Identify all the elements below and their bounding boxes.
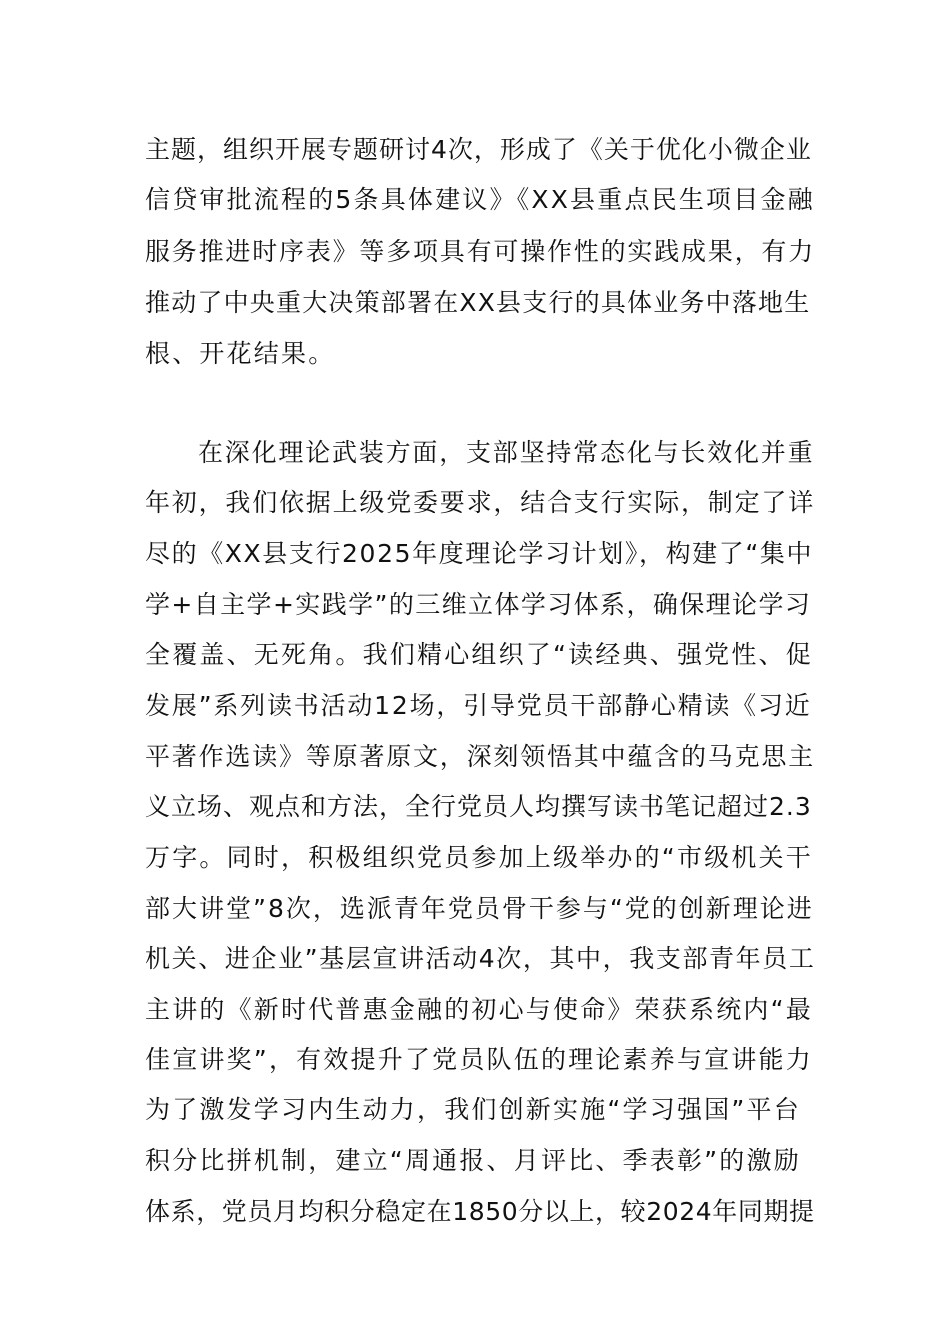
text-line: 尽的《XX县支行2025年度理论学习计划》，构建了“集中: [145, 539, 814, 568]
text-line: 佳宣讲奖”，有效提升了党员队伍的理论素养与宣讲能力: [145, 1045, 813, 1074]
text-line: 为了激发学习内生动力，我们创新实施“学习强国”平台: [145, 1095, 801, 1124]
text-line: 主讲的《新时代普惠金融的初心与使命》荣获系统内“最: [145, 995, 813, 1024]
text-line: 发展”系列读书活动12场，引导党员干部静心精读《习近: [145, 691, 812, 720]
text-line: 万字。同时，积极组织党员参加上级举办的“市级机关干: [145, 843, 813, 872]
text-line: 体系，党员月均积分稳定在1850分以上，较2024年同期提: [145, 1197, 815, 1226]
text-line: 服务推进时序表》等多项具有可操作性的实践成果，有力: [145, 237, 816, 266]
text-line: 年初，我们依据上级党委要求，结合支行实际，制定了详: [145, 488, 816, 517]
text-line: 在深化理论武装方面，支部坚持常态化与长效化并重: [198, 438, 815, 467]
text-line: 机关、进企业”基层宣讲活动4次，其中，我支部青年员工: [145, 944, 816, 973]
text-line: 根、开花结果。: [145, 339, 336, 368]
text-line: 推动了中央重大决策部署在XX县支行的具体业务中落地生: [145, 288, 811, 317]
text-line: 平著作选读》等原著原文，深刻领悟其中蕴含的马克思主: [145, 742, 816, 771]
text-line: 义立场、观点和方法，全行党员人均撰写读书笔记超过2.3: [145, 792, 812, 821]
text-line: 全覆盖、无死角。我们精心组织了“读经典、强党性、促: [145, 640, 813, 669]
text-line: 学+自主学+实践学”的三维立体学习体系，确保理论学习: [145, 590, 812, 619]
text-line: 信贷审批流程的5条具体建议》《XX县重点民生项目金融: [145, 185, 815, 214]
text-line: 主题，组织开展专题研讨4次，形成了《关于优化小微企业: [145, 135, 812, 164]
text-line: 积分比拼机制，建立“周通报、月评比、季表彰”的激励: [145, 1146, 801, 1175]
text-line: 部大讲堂”8次，选派青年党员骨干参与“党的创新理论进: [145, 894, 814, 923]
